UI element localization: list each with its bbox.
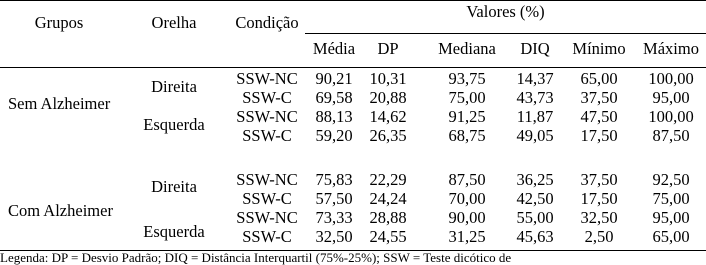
cell-mediana: 93,75	[448, 69, 486, 88]
top-rule	[0, 0, 706, 1]
cell-mediana: 75,00	[448, 88, 486, 107]
cell-diq: 36,25	[516, 170, 554, 189]
group-label-com-alzheimer: Com Alzheimer	[8, 201, 113, 220]
cell-mediana: 68,75	[448, 126, 486, 145]
ear-label-com-esquerda: Esquerda	[143, 222, 205, 241]
cell-minimo: 17,50	[580, 126, 618, 145]
cell-diq: 14,37	[516, 69, 554, 88]
cell-maximo: 95,00	[652, 208, 690, 227]
cell-condicao: SSW-C	[242, 189, 292, 208]
cell-maximo: 100,00	[648, 69, 694, 88]
cell-diq: 43,73	[516, 88, 554, 107]
cell-mediana: 90,00	[448, 208, 486, 227]
cell-minimo: 37,50	[580, 170, 618, 189]
header-bottom-rule	[0, 67, 706, 68]
cell-condicao: SSW-C	[242, 227, 292, 246]
cell-mediana: 31,25	[448, 227, 486, 246]
cell-media: 73,33	[315, 208, 353, 227]
cell-mediana: 70,00	[448, 189, 486, 208]
cell-minimo: 37,50	[580, 88, 618, 107]
ear-label-sem-esquerda: Esquerda	[143, 115, 205, 134]
cell-minimo: 17,50	[580, 189, 618, 208]
cell-diq: 49,05	[516, 126, 554, 145]
cell-condicao: SSW-C	[242, 88, 292, 107]
cell-condicao: SSW-C	[242, 126, 292, 145]
cell-maximo: 75,00	[652, 189, 690, 208]
cell-minimo: 2,50	[584, 227, 614, 246]
cell-media: 32,50	[315, 227, 353, 246]
cell-media: 69,58	[315, 88, 353, 107]
cell-maximo: 87,50	[652, 126, 690, 145]
ear-label-com-direita: Direita	[151, 177, 197, 196]
cell-diq: 45,63	[516, 227, 554, 246]
cell-diq: 55,00	[516, 208, 554, 227]
cell-dp: 14,62	[369, 107, 407, 126]
header-valores: Valores (%)	[466, 2, 545, 21]
cell-dp: 20,88	[369, 88, 407, 107]
cell-condicao: SSW-NC	[236, 69, 298, 88]
header-diq: DIQ	[520, 39, 550, 58]
cell-mediana: 87,50	[448, 170, 486, 189]
cell-media: 75,83	[315, 170, 353, 189]
values-subheader-rule	[305, 33, 706, 34]
table-footnote: Legenda: DP = Desvio Padrão; DIQ = Distância Interquartil (75%-25%); SSW = Teste dicótico de	[0, 251, 512, 265]
cell-dp: 24,24	[369, 189, 407, 208]
cell-maximo: 95,00	[652, 88, 690, 107]
cell-condicao: SSW-NC	[236, 208, 298, 227]
cell-minimo: 32,50	[580, 208, 618, 227]
cell-dp: 26,35	[369, 126, 407, 145]
cell-dp: 22,29	[369, 170, 407, 189]
cell-media: 59,20	[315, 126, 353, 145]
cell-diq: 42,50	[516, 189, 554, 208]
group-label-sem-alzheimer: Sem Alzheimer	[8, 94, 111, 113]
header-mediana: Mediana	[438, 39, 496, 58]
cell-maximo: 100,00	[648, 107, 694, 126]
cell-media: 57,50	[315, 189, 353, 208]
cell-media: 88,13	[315, 107, 353, 126]
cell-maximo: 65,00	[652, 227, 690, 246]
header-minimo: Mínimo	[572, 39, 626, 58]
header-orelha: Orelha	[151, 13, 197, 32]
cell-condicao: SSW-NC	[236, 107, 298, 126]
header-condicao: Condição	[235, 13, 299, 32]
cell-mediana: 91,25	[448, 107, 486, 126]
cell-dp: 10,31	[369, 69, 407, 88]
cell-diq: 11,87	[516, 107, 554, 126]
header-dp: DP	[377, 39, 399, 58]
header-grupos: Grupos	[34, 13, 84, 32]
cell-dp: 24,55	[369, 227, 407, 246]
cell-dp: 28,88	[369, 208, 407, 227]
cell-minimo: 47,50	[580, 107, 618, 126]
header-media: Média	[312, 39, 356, 58]
header-maximo: Máximo	[643, 39, 699, 58]
cell-maximo: 92,50	[652, 170, 690, 189]
ear-label-sem-direita: Direita	[151, 77, 197, 96]
cell-condicao: SSW-NC	[236, 170, 298, 189]
cell-media: 90,21	[315, 69, 353, 88]
cell-minimo: 65,00	[580, 69, 618, 88]
